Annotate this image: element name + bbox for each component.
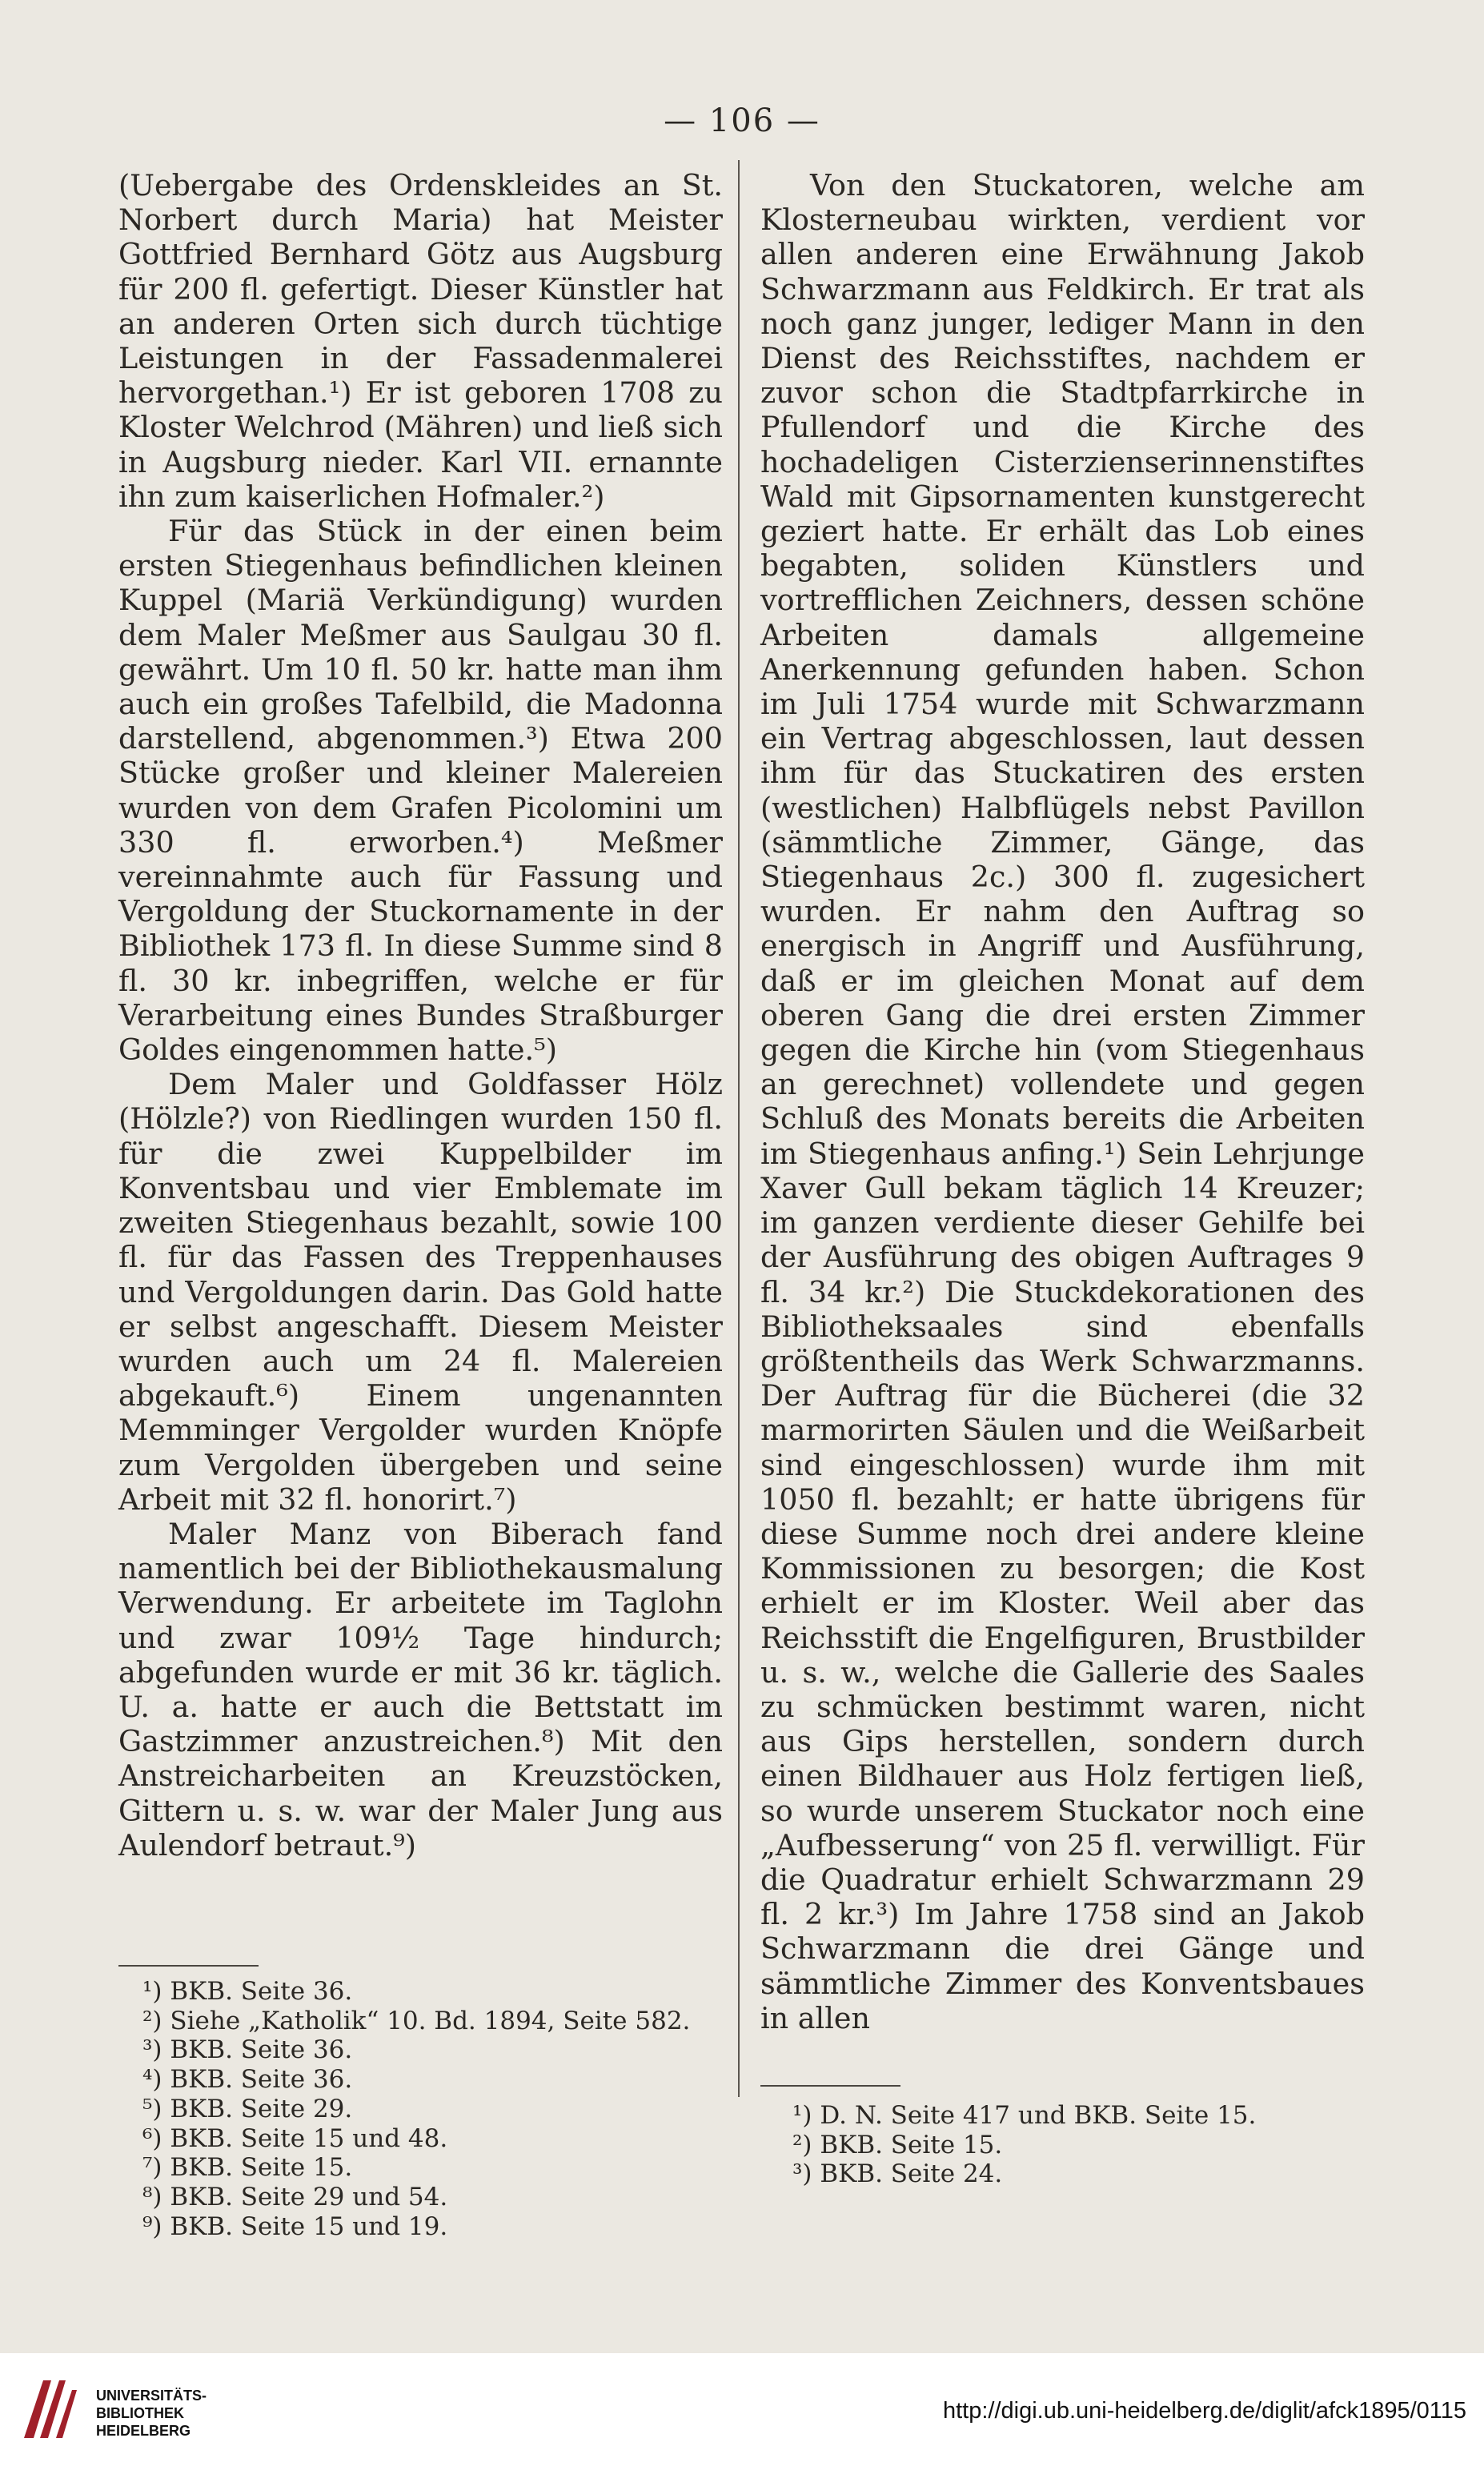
footnote-rule [118,1965,259,1967]
right-footnotes [792,2101,1256,2189]
column-divider [738,160,740,2097]
footnote: ²) Siehe „Katholik“ 10. Bd. 1894, Seite 582. [142,2006,691,2035]
paragraph: Maler Manz von Biberach fand namentlich bei der Bibliothekausmalung Verwendung. Er arbeitete im Taglohn und zwar 109½ Tage hindurch; abgefunden wurde er mit 36 kr. täglich. U. a. hatte er auch die Bettstatt im Gastzimmer anzustreichen.⁸) Mit den Anstreicharbeiten an Kreuzstöcken, Gittern u. s. w. war der Maler Jung aus Aulendorf betraut.⁹) [118,1516,723,1863]
university-library-logo[interactable] [16,2371,207,2451]
logo-line: HEIDELBERG [96,2423,191,2439]
footnote-rule [760,2085,900,2087]
footnote: ³) BKB. Seite 36. [142,2035,353,2065]
footnote: ⁷) BKB. Seite 15. [142,2153,353,2183]
right-column [760,168,1365,2035]
footnote: ⁹) BKB. Seite 15 und 19. [142,2211,448,2241]
source-url-link[interactable]: http://digi.ub.uni-heidelberg.de/diglit/afck1895/0115 [942,2398,1466,2424]
logo-line: BIBLIOTHEK [96,2405,184,2421]
footnote: ¹) D. N. Seite 417 und BKB. Seite 15. [792,2101,1257,2130]
footnote: ⁵) BKB. Seite 29. [142,2094,353,2123]
page-number: — 106 — [664,102,820,139]
logo-line: UNIVERSITÄTS- [96,2388,207,2404]
footnote: ³) BKB. Seite 24. [792,2159,1003,2189]
paragraph: Dem Maler und Goldfasser Hölz (Hölzle?) von Riedlingen wurden 150 fl. für die zwei Kuppelbilder im Konventsbau und vier Emblemate im zweiten Stiegenhaus bezahlt, sowie 100 fl. für das Fassen des Treppenhauses und Vergoldungen darin. Das Gold hatte er selbst angeschafft. Diesem Meister wurden auch um 24 fl. Malereien abgekauft.⁶) Einem ungenannten Memminger Vergolder wurden Knöpfe zum Vergolden übergeben und seine Arbeit mit 32 fl. honorirt.⁷) [118,1067,723,1517]
footnote: ¹) BKB. Seite 36. [142,1977,353,2006]
footnote: ⁴) BKB. Seite 36. [142,2065,353,2095]
footnote: ²) BKB. Seite 15. [792,2130,1003,2159]
paragraph: Von den Stuckatoren, welche am Klosterneubau wirkten, verdient vor allen anderen eine Erwähnung Jakob Schwarzmann aus Feldkirch. Er trat als noch ganz junger, lediger Mann in den Dienst des Reichsstiftes, nachdem er zuvor schon die Stadtpfarrkirche in Pfullendorf und die Kirche des hochadeligen Cisterzienserinnenstiftes Wald mit Gipsornamenten kunstgerecht geziert hatte. Er erhält das Lob eines begabten, soliden Künstlers und vortrefflichen Zeichners, dessen schöne Arbeiten damals allgemeine Anerkennung gefunden haben. Schon im Juli 1754 wurde mit Schwarzmann ein Vertrag abgeschlossen, laut dessen ihm für das Stuckatiren des ersten (westlichen) Halbflügels nebst Pavillon (sämmtliche Zimmer, Gänge, das Stiegenhaus 2c.) 300 fl. zugesichert wurden. Er nahm den Auftrag so energisch in Angriff und Ausführung, daß er im gleichen Monat auf dem oberen Gang die drei ersten Zimmer gegen die Kirche hin (vom Stiegenhaus an gerechnet) vollendete und gegen Schluß des Monats bereits die Arbeiten im Stiegenhaus anfing.¹) Sein Lehrjunge Xaver Gull bekam täglich 14 Kreuzer; im ganzen verdiente dieser Gehilfe bei der Ausführung des obigen Auftrages 9 fl. 34 kr.²) Die Stuckdekorationen des Bibliotheksaales sind ebenfalls größtentheils das Werk Schwarzmanns. Der Auftrag für die Bücherei (die 32 marmorirten Säulen und die Weißarbeit sind eingeschlossen) wurde ihm mit 1050 fl. bezahlt; er hatte übrigens für diese Summe noch drei andere kleine Kommissionen zu besorgen; die Kost erhielt er im Kloster. Weil aber das Reichsstift die Engelfiguren, Brustbilder u. s. w., welche die Gallerie des Saales zu schmücken bestimmt waren, nicht aus Gips herstellen, sondern durch einen Bildhauer aus Holz fertigen ließ, so wurde unserem Stuckator noch eine „Aufbesserung“ von 25 fl. verwilligt. Für die Quadratur erhielt Schwarzmann 29 fl. 2 kr.³) Im Jahre 1758 sind an Jakob Schwarzmann die drei Gänge und sämmtliche Zimmer des Konventsbaues in allen [760,168,1365,2035]
paragraph: Für das Stück in der einen beim ersten Stiegenhaus befindlichen kleinen Kuppel (Mariä Verkündigung) wurden dem Maler Meßmer aus Saulgau 30 fl. gewährt. Um 10 fl. 50 kr. hatte man ihm auch ein großes Tafelbild, die Madonna darstellend, abgenommen.³) Etwa 200 Stücke großer und kleiner Malereien wurden von dem Grafen Picolomini um 330 fl. erworben.⁴) Meßmer vereinnahmte auch für Fassung und Vergoldung der Stuckornamente in der Bibliothek 173 fl. In diese Summe sind 8 fl. 30 kr. inbegriffen, welche er für Verarbeitung eines Bundes Straßburger Goldes eingenommen hatte.⁵) [118,514,723,1068]
logo-text [96,2387,207,2440]
left-column [118,168,723,1863]
library-seal-icon [16,2374,80,2446]
footnote: ⁶) BKB. Seite 15 und 48. [142,2123,448,2153]
paragraph: (Uebergabe des Ordenskleides an St. Norbert durch Maria) hat Meister Gottfried Bernhard Götz aus Augsburg für 200 fl. gefertigt. Dieser Künstler hat an anderen Orten sich durch tüchtige Leistungen in der Fassadenmalerei hervorgethan.¹) Er ist geboren 1708 zu Kloster Welchrod (Mähren) und ließ sich in Augsburg nieder. Karl VII. ernannte ihn zum kaiserlichen Hofmaler.²) [118,168,723,514]
left-footnotes [142,1977,690,2241]
footnote: ⁸) BKB. Seite 29 und 54. [142,2182,448,2211]
footer-bar [0,2353,1484,2466]
